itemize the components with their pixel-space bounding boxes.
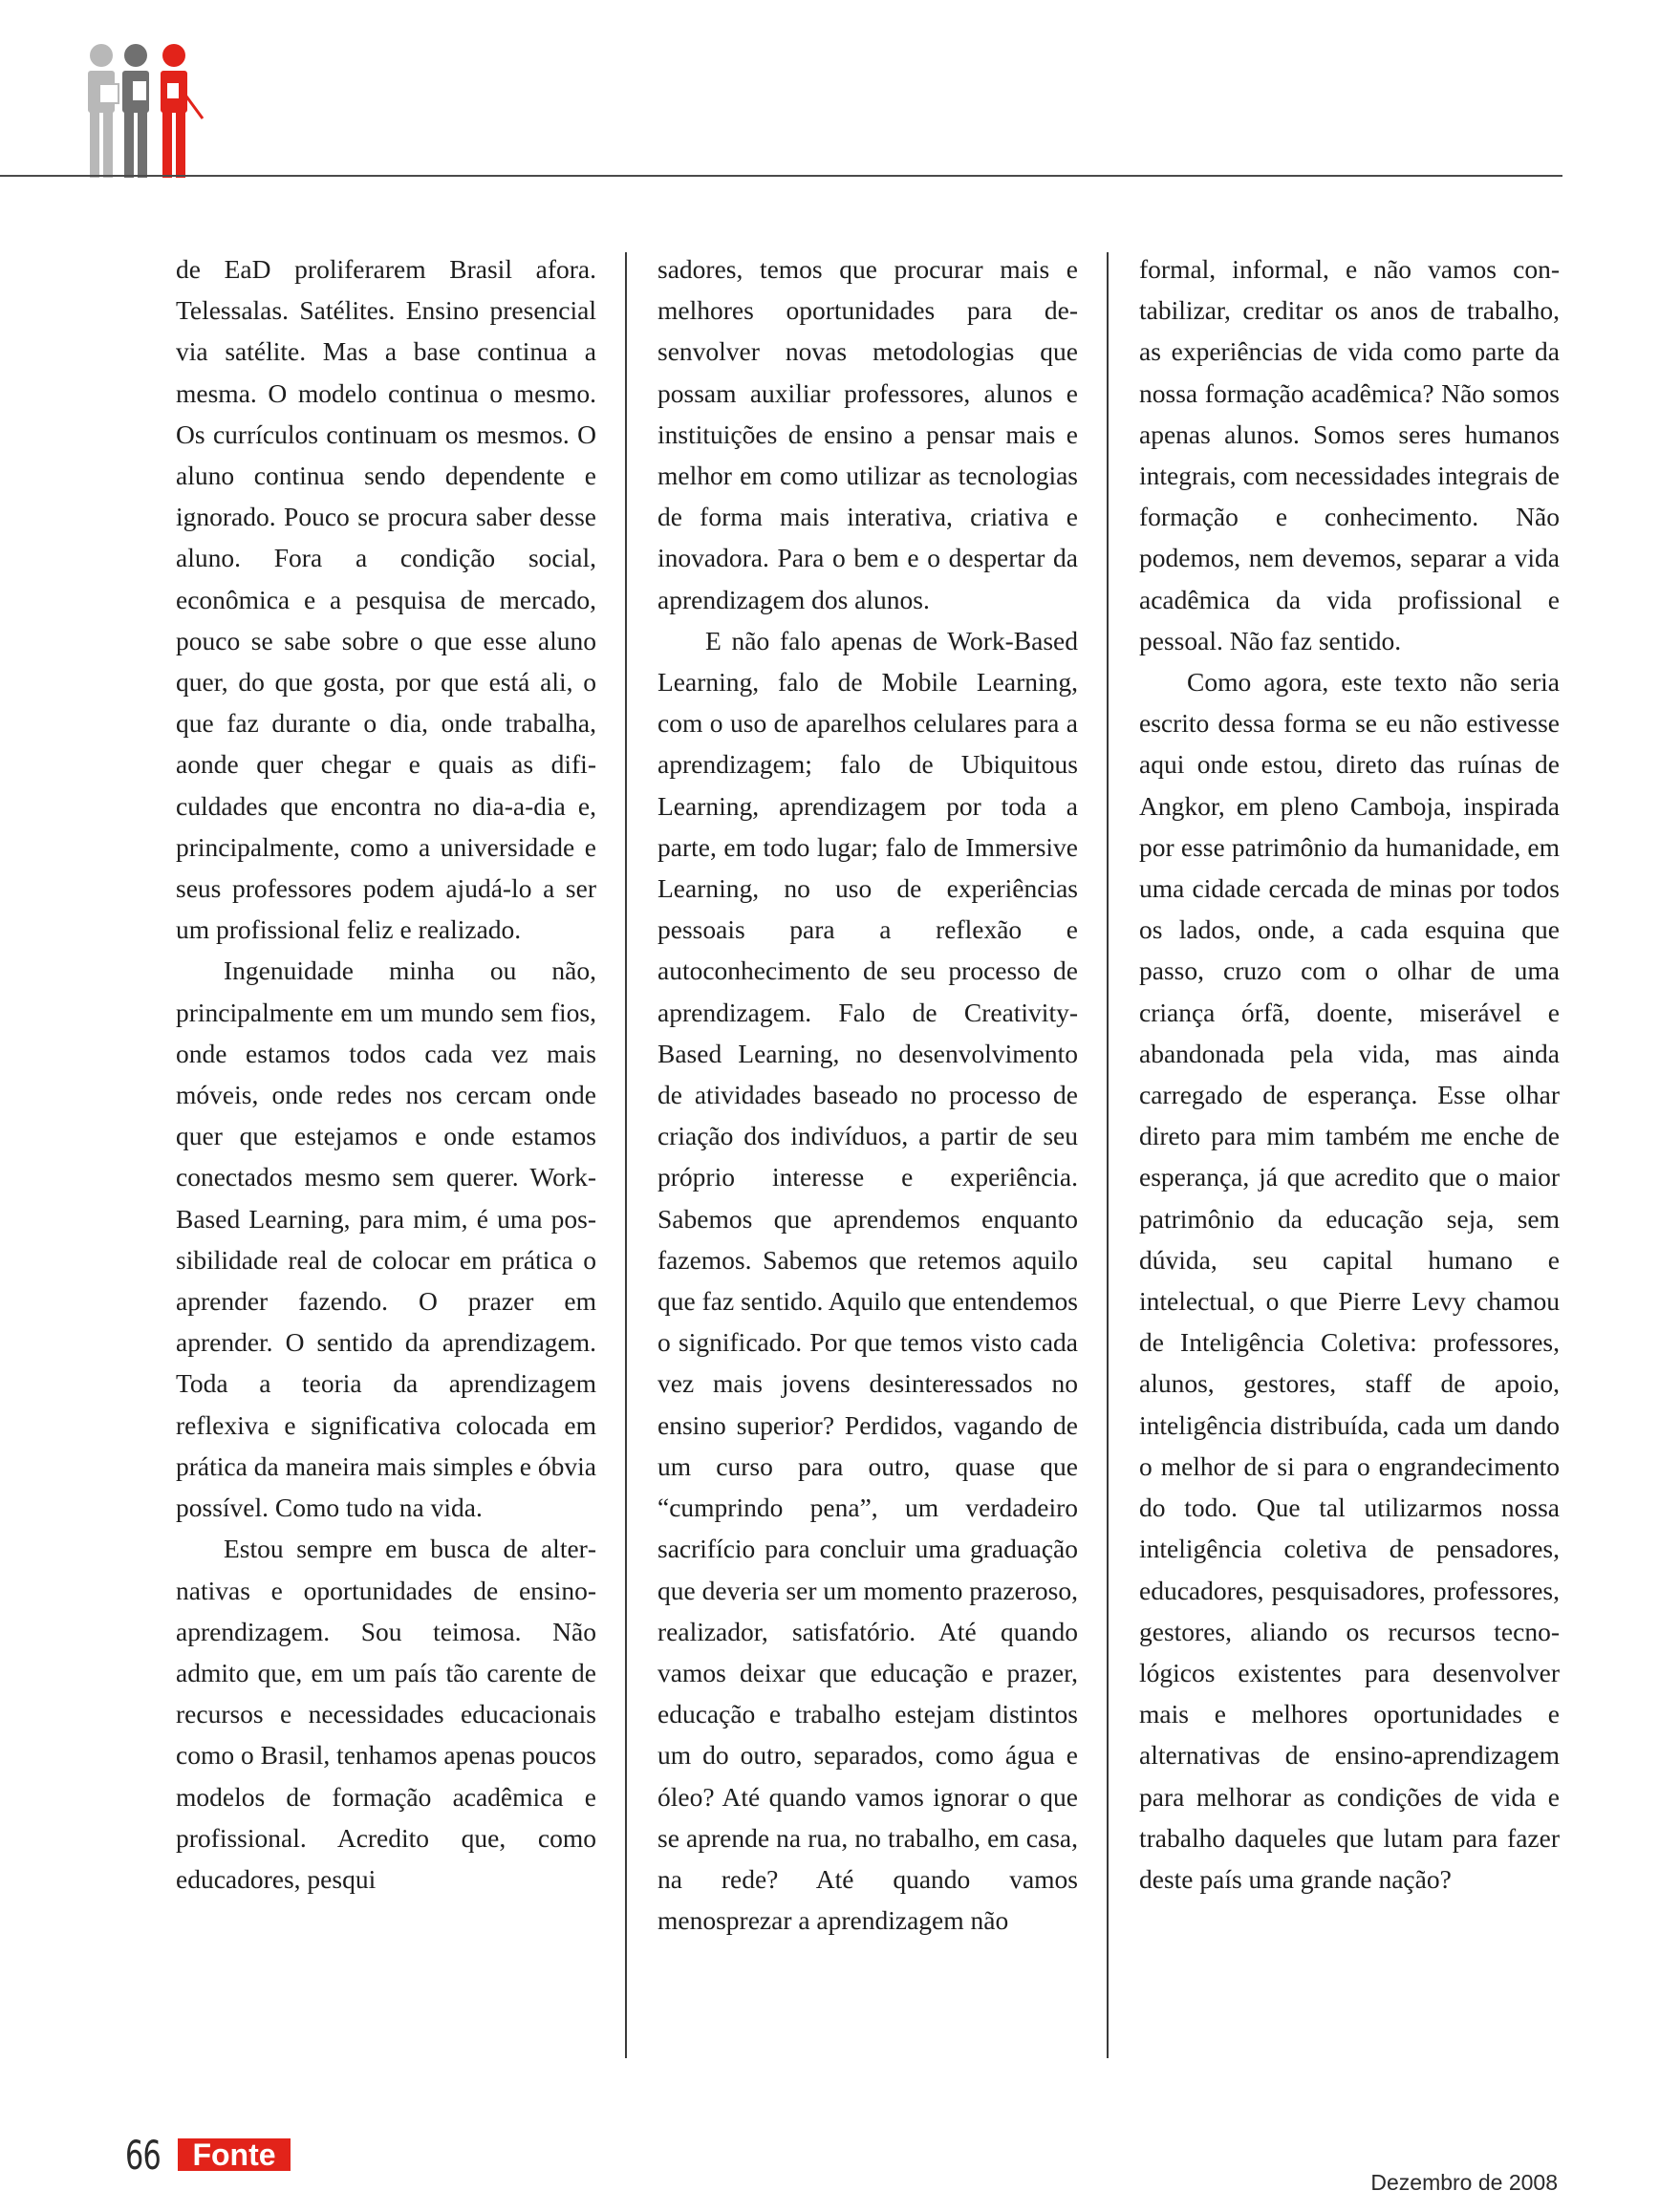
header-rule — [0, 175, 1562, 177]
paragraph: formal, informal, e não vamos contabilizar, creditar os anos de trabalho, as experiências de vida como parte da nossa formação acadêmica? Não somos apenas alunos. Somos seres humanos integrais, com necessidades integrais de formação e conhecimento. Não podemos, nem devemos, separar a vida acadêmica da vida profissional e pessoal. Não faz sentido. — [1139, 254, 1560, 655]
issue-date: Dezembro de 2008 — [1370, 2170, 1558, 2195]
column-divider — [1107, 252, 1109, 2058]
paragraph: de EaD proliferarem Brasil afora. Telessalas. Satélites. Ensino presencial via satélite. Mas a base continua a mesma. O modelo continua o mesmo. Os currículos continuam os mesmos. O aluno continua sendo dependente e ignorado. Pouco se procura saber desse aluno. Fora a condição social, econômica e a pesquisa de mercado, pouco se sabe sobre o que esse aluno quer, do que gosta, por que está ali, o que faz durante o dia, onde trabalha, aonde quer chegar e quais as dificuldades que encontra no dia-a-dia e, principalmente, como a universidade e seus professores podem ajudá-lo a ser um profissional feliz e realizado. — [176, 254, 596, 945]
article-column-1 — [176, 248, 596, 1900]
brand-name: Fonte — [192, 2137, 276, 2172]
article-column-3 — [1139, 248, 1560, 1900]
people-figures-logo-icon — [78, 42, 222, 180]
paragraph: Ingenuidade minha ou não, principalmente em um mundo sem fios, onde estamos todos cada vez mais móveis, onde redes nos cercam onde quer que estejamos e onde estamos conectados mesmo sem querer. Work-Based Learning, para mim, é uma possibilidade real de colocar em prática o aprender fazendo. O prazer em aprender. O sentido da aprendizagem. Toda a teoria da aprendizagem reflexiva e significativa colocada em prática da maneira mais simples e óbvia possível. Como tudo na vida. — [176, 956, 596, 1523]
brand-logo — [178, 2138, 291, 2171]
page-number: 66 — [125, 2132, 162, 2179]
paragraph: sadores, temos que procurar mais e melhores oportunidades para desenvolver novas metodologias que possam auxiliar professores, alunos e instituições de ensino a pensar mais e melhor em como utilizar as tecnologias de forma mais interativa, criativa e inovadora. Para o bem e o despertar da aprendizagem dos alunos. — [657, 254, 1078, 614]
paragraph: Como agora, este texto não seria escrito dessa forma se eu não estivesse aqui onde estou, direto das ruínas de Angkor, em pleno Camboja, inspirada por esse patrimônio da humanidade, em uma cidade cercada de minas por todos os lados, onde, a cada esquina que passo, cruzo com o olhar de uma criança órfã, doente, miserável e abandonada pela vida, mas ainda carregado de esperança. Esse olhar direto para mim também me enche de esperança, já que acredito que o maior patrimônio da educação seja, sem dúvida, seu capital humano e intelectual, o que Pierre Levy chamou de Inteligência Coletiva: professores, alunos, gestores, staff de apoio, inteligência distribuída, cada um dando o melhor de si para o engrandecimento do todo. Que tal utilizarmos nossa inteligência coletiva de pensadores, educadores, pesquisadores, professores, gestores, aliando os recursos tecnológicos existentes para desenvolver mais e melhores oportunidades e alternativas de ensino-aprendizagem para melhorar as condições de vida e trabalho daqueles que lutam para fazer deste país uma grande nação? — [1139, 667, 1560, 1894]
paragraph: Estou sempre em busca de alternativas e oportunidades de ensino-aprendizagem. Sou teimosa. Não admito que, em um país tão carente de recursos e necessidades educacionais como o Brasil, tenhamos apenas poucos modelos de formação acadêmica e profissional. Acredito que, como educadores, pesqui — [176, 1534, 596, 1894]
column-divider — [625, 252, 627, 2058]
article-column-2 — [657, 248, 1078, 1941]
paragraph: E não falo apenas de Work-Based Learning, falo de Mobile Learning, com o uso de aparelhos celulares para a aprendizagem; falo de Ubiquitous Learning, aprendizagem por toda a parte, em todo lugar; falo de Immersive Learning, no uso de experiências pessoais para a reflexão e autoconhecimento de seu processo de aprendizagem. Falo de Creativity-Based Learning, no desenvolvimento de atividades baseado no processo de criação dos indivíduos, a partir de seu próprio interesse e experiência. Sabemos que aprendemos enquanto fazemos. Sabemos que retemos aquilo que faz sentido. Aquilo que entendemos o significado. Por que temos visto cada vez mais jovens desinteressados no ensino superior? Perdidos, vagando de um curso para outro, quase que “cumprindo pena”, um verdadeiro sacrifício para concluir uma graduação que deveria ser um momento prazeroso, realizador, satisfatório. Até quando vamos deixar que educação e prazer, educação e trabalho estejam distintos um do outro, separados, como água e óleo? Até quando vamos ignorar o que se aprende na rua, no trabalho, em casa, na rede? Até quando vamos menosprezar a aprendizagem não — [657, 625, 1078, 1936]
